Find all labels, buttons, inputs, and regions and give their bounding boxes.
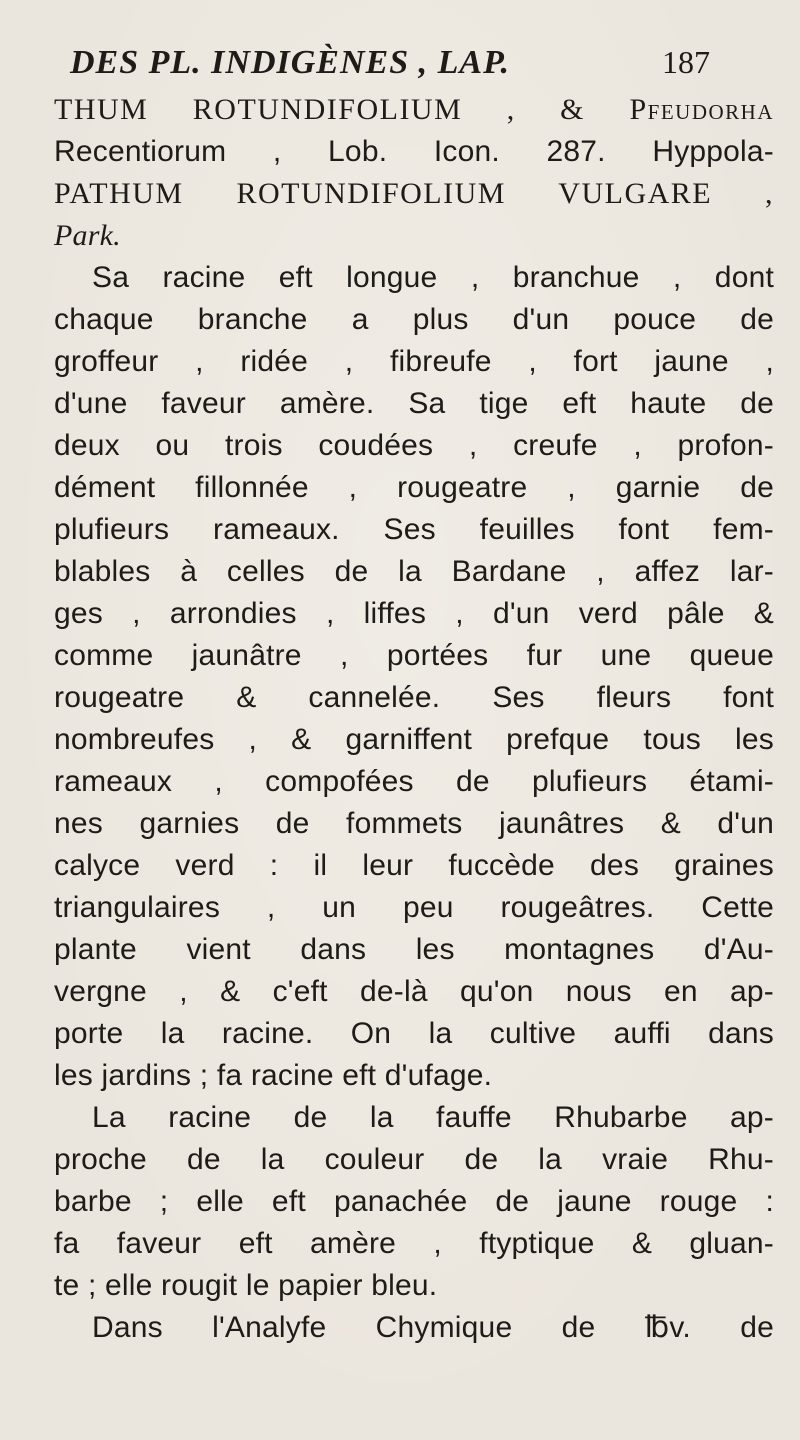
text-line: chaque branche a plus d'un pouce de bbox=[54, 303, 774, 336]
text-line: proche de la couleur de la vraie Rhu- bbox=[54, 1143, 774, 1176]
text-line: les jardins ; fa racine eft d'ufage. bbox=[54, 1059, 493, 1092]
text-line: d'une faveur amère. Sa tige eft haute de bbox=[54, 387, 774, 420]
text-line: groffeur , ridée , fibreufe , fort jaune , bbox=[54, 345, 774, 378]
text-line: fa faveur eft amère , ftyptique & gluan- bbox=[54, 1227, 774, 1260]
text-line: triangulaires , un peu rougeâtres. Cette bbox=[54, 891, 774, 924]
text-line: te ; elle rougit le papier bleu. bbox=[54, 1269, 438, 1302]
text-line: vergne , & c'eft de-là qu'on nous en ap- bbox=[54, 975, 774, 1008]
text-line: dément fillonnée , rougeatre , garnie de bbox=[54, 471, 774, 504]
text-line: THUM ROTUNDIFOLIUM , & Pfeudorha bbox=[54, 93, 774, 126]
text-line: La racine de la fauffe Rhubarbe ap- bbox=[92, 1101, 774, 1134]
text-line: PATHUM ROTUNDIFOLIUM VULGARE , bbox=[54, 177, 774, 210]
text-line: ges , arrondies , liffes , d'un verd pâle & bbox=[54, 597, 774, 630]
text-line: comme jaunâtre , portées fur une queue bbox=[54, 639, 774, 672]
text-line: plufieurs rameaux. Ses feuilles font fem- bbox=[54, 513, 774, 546]
text-line: calyce verd : il leur fuccède des graines bbox=[54, 849, 774, 882]
text-line: blables à celles de la Bardane , affez lar- bbox=[54, 555, 774, 588]
text-line: Recentiorum , Lob. Icon. 287. Hyppola- bbox=[54, 135, 774, 168]
text-line: nes garnies de fommets jaunâtres & d'un bbox=[54, 807, 774, 840]
page-number: 187 bbox=[662, 44, 710, 80]
text-line: rameaux , compofées de plufieurs étami- bbox=[54, 765, 774, 798]
text-line: Dans l'Analyfe Chymique de ℔v. de bbox=[92, 1311, 774, 1344]
text-line: plante vient dans les montagnes d'Au- bbox=[54, 933, 774, 966]
text-line: Sa racine eft longue , branchue , dont bbox=[92, 261, 774, 294]
running-title: DES PL. INDIGÈNES , LAP. bbox=[70, 44, 510, 81]
text-line: Park. bbox=[54, 219, 121, 252]
text-line: nombreufes , & garniffent prefque tous les bbox=[54, 723, 774, 756]
text-line: rougeatre & cannelée. Ses fleurs font bbox=[54, 681, 774, 714]
text-line: barbe ; elle eft panachée de jaune rouge : bbox=[54, 1185, 774, 1218]
text-line: porte la racine. On la cultive auffi dans bbox=[54, 1017, 774, 1050]
text-line: deux ou trois coudées , creufe , profon- bbox=[54, 429, 774, 462]
